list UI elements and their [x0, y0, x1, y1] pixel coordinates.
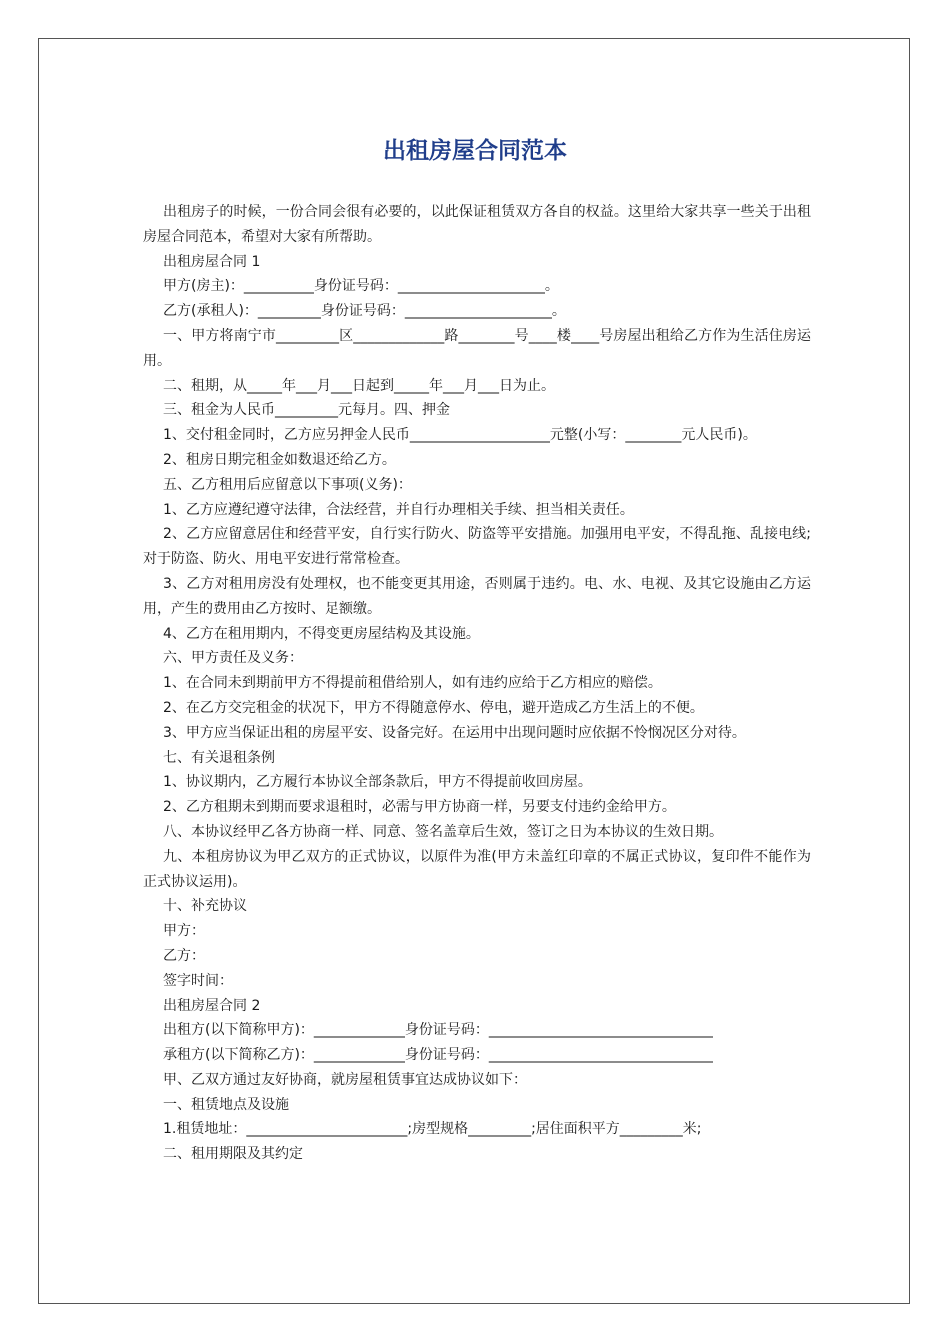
paragraph: 一、甲方将南宁市_________区_____________路________号____楼____号房屋出租给乙方作为生活住房运用。: [143, 327, 811, 369]
paragraph: 二、租用期限及其约定: [163, 1146, 303, 1163]
paragraph: 签字时间：: [163, 972, 233, 989]
document-title: 出租房屋合同范本: [383, 138, 567, 164]
paragraph: 十、补充协议: [163, 898, 247, 915]
paragraph: 3、甲方应当保证出租的房屋平安、设备完好。在运用中出现问题时应依据不怜悯况区分对待。: [163, 724, 746, 741]
paragraph: 五、乙方租用后应留意以下事项(义务)：: [163, 476, 412, 493]
paragraph: 2、租房日期完租金如数退还给乙方。: [163, 451, 396, 468]
paragraph: 1、交付租金同时，乙方应另押金人民币____________________元整(小写：________元人民币)。: [163, 427, 757, 444]
paragraph: 4、乙方在租用期内，不得变更房屋结构及其设施。: [163, 625, 480, 642]
paragraph: 2、在乙方交完租金的状况下，甲方不得随意停水、停电，避开造成乙方生活上的不便。: [163, 699, 704, 716]
paragraph: 承租方(以下简称乙方)：_____________身份证号码：________________________________: [163, 1047, 713, 1064]
document-body: [143, 200, 811, 1167]
paragraph: 八、本协议经甲乙各方协商一样、同意、签名盖章后生效，签订之日为本协议的生效日期。: [163, 823, 723, 840]
paragraph: 出租房子的时候，一份合同会很有必要的，以此保证租赁双方各自的权益。这里给大家共享一些关于出租房屋合同范本，希望对大家有所帮助。: [143, 204, 811, 245]
paragraph: 六、甲方责任及义务：: [163, 650, 303, 667]
paragraph: 一、租赁地点及设施: [163, 1096, 289, 1113]
paragraph: 九、本租房协议为甲乙双方的正式协议，以原件为准(甲方未盖红印章的不属正式协议，复印件不能作为正式协议运用)。: [143, 848, 811, 890]
paragraph: 乙方：: [163, 947, 205, 964]
paragraph: 出租方(以下简称甲方)：_____________身份证号码：________________________________: [163, 1022, 713, 1039]
paragraph: 1、协议期内，乙方履行本协议全部条款后，甲方不得提前收回房屋。: [163, 774, 592, 791]
paragraph: 2、乙方租期未到期而要求退租时，必需与甲方协商一样，另要支付违约金给甲方。: [163, 799, 676, 816]
paragraph: 乙方(承租人)：_________身份证号码：_____________________。: [163, 303, 566, 320]
paragraph: 甲、乙双方通过友好协商，就房屋租赁事宜达成协议如下：: [163, 1071, 527, 1088]
paragraph: 1、乙方应遵纪遵守法律，合法经营，并自行办理相关手续、担当相关责任。: [163, 501, 634, 518]
paragraph: 甲方：: [163, 923, 205, 940]
paragraph: 七、有关退租条例: [163, 749, 275, 766]
paragraph: 1、在合同未到期前甲方不得提前租借给别人，如有违约应给于乙方相应的赔偿。: [163, 675, 662, 692]
paragraph: 出租房屋合同 2: [163, 997, 261, 1014]
paragraph: 二、租期，从_____年___月___日起到_____年___月___日为止。: [163, 377, 555, 394]
paragraph: 3、乙方对租用房没有处理权，也不能变更其用途，否则属于违约。电、水、电视、及其它设施由乙方运用，产生的费用由乙方按时、足额缴。: [143, 575, 811, 617]
paragraph: 1.租赁地址：_______________________;房型规格_________;居住面积平方_________米;: [163, 1121, 702, 1138]
paragraph: 甲方(房主)：__________身份证号码：_____________________。: [163, 278, 559, 295]
paragraph: 出租房屋合同 1: [163, 253, 261, 270]
paragraph: 三、租金为人民币_________元每月。四、押金: [163, 402, 450, 419]
paragraph: 2、乙方应留意居住和经营平安，自行实行防火、防盗等平安措施。加强用电平安，不得乱拖、乱接电线;对于防盗、防火、用电平安进行常常检查。: [143, 526, 811, 568]
